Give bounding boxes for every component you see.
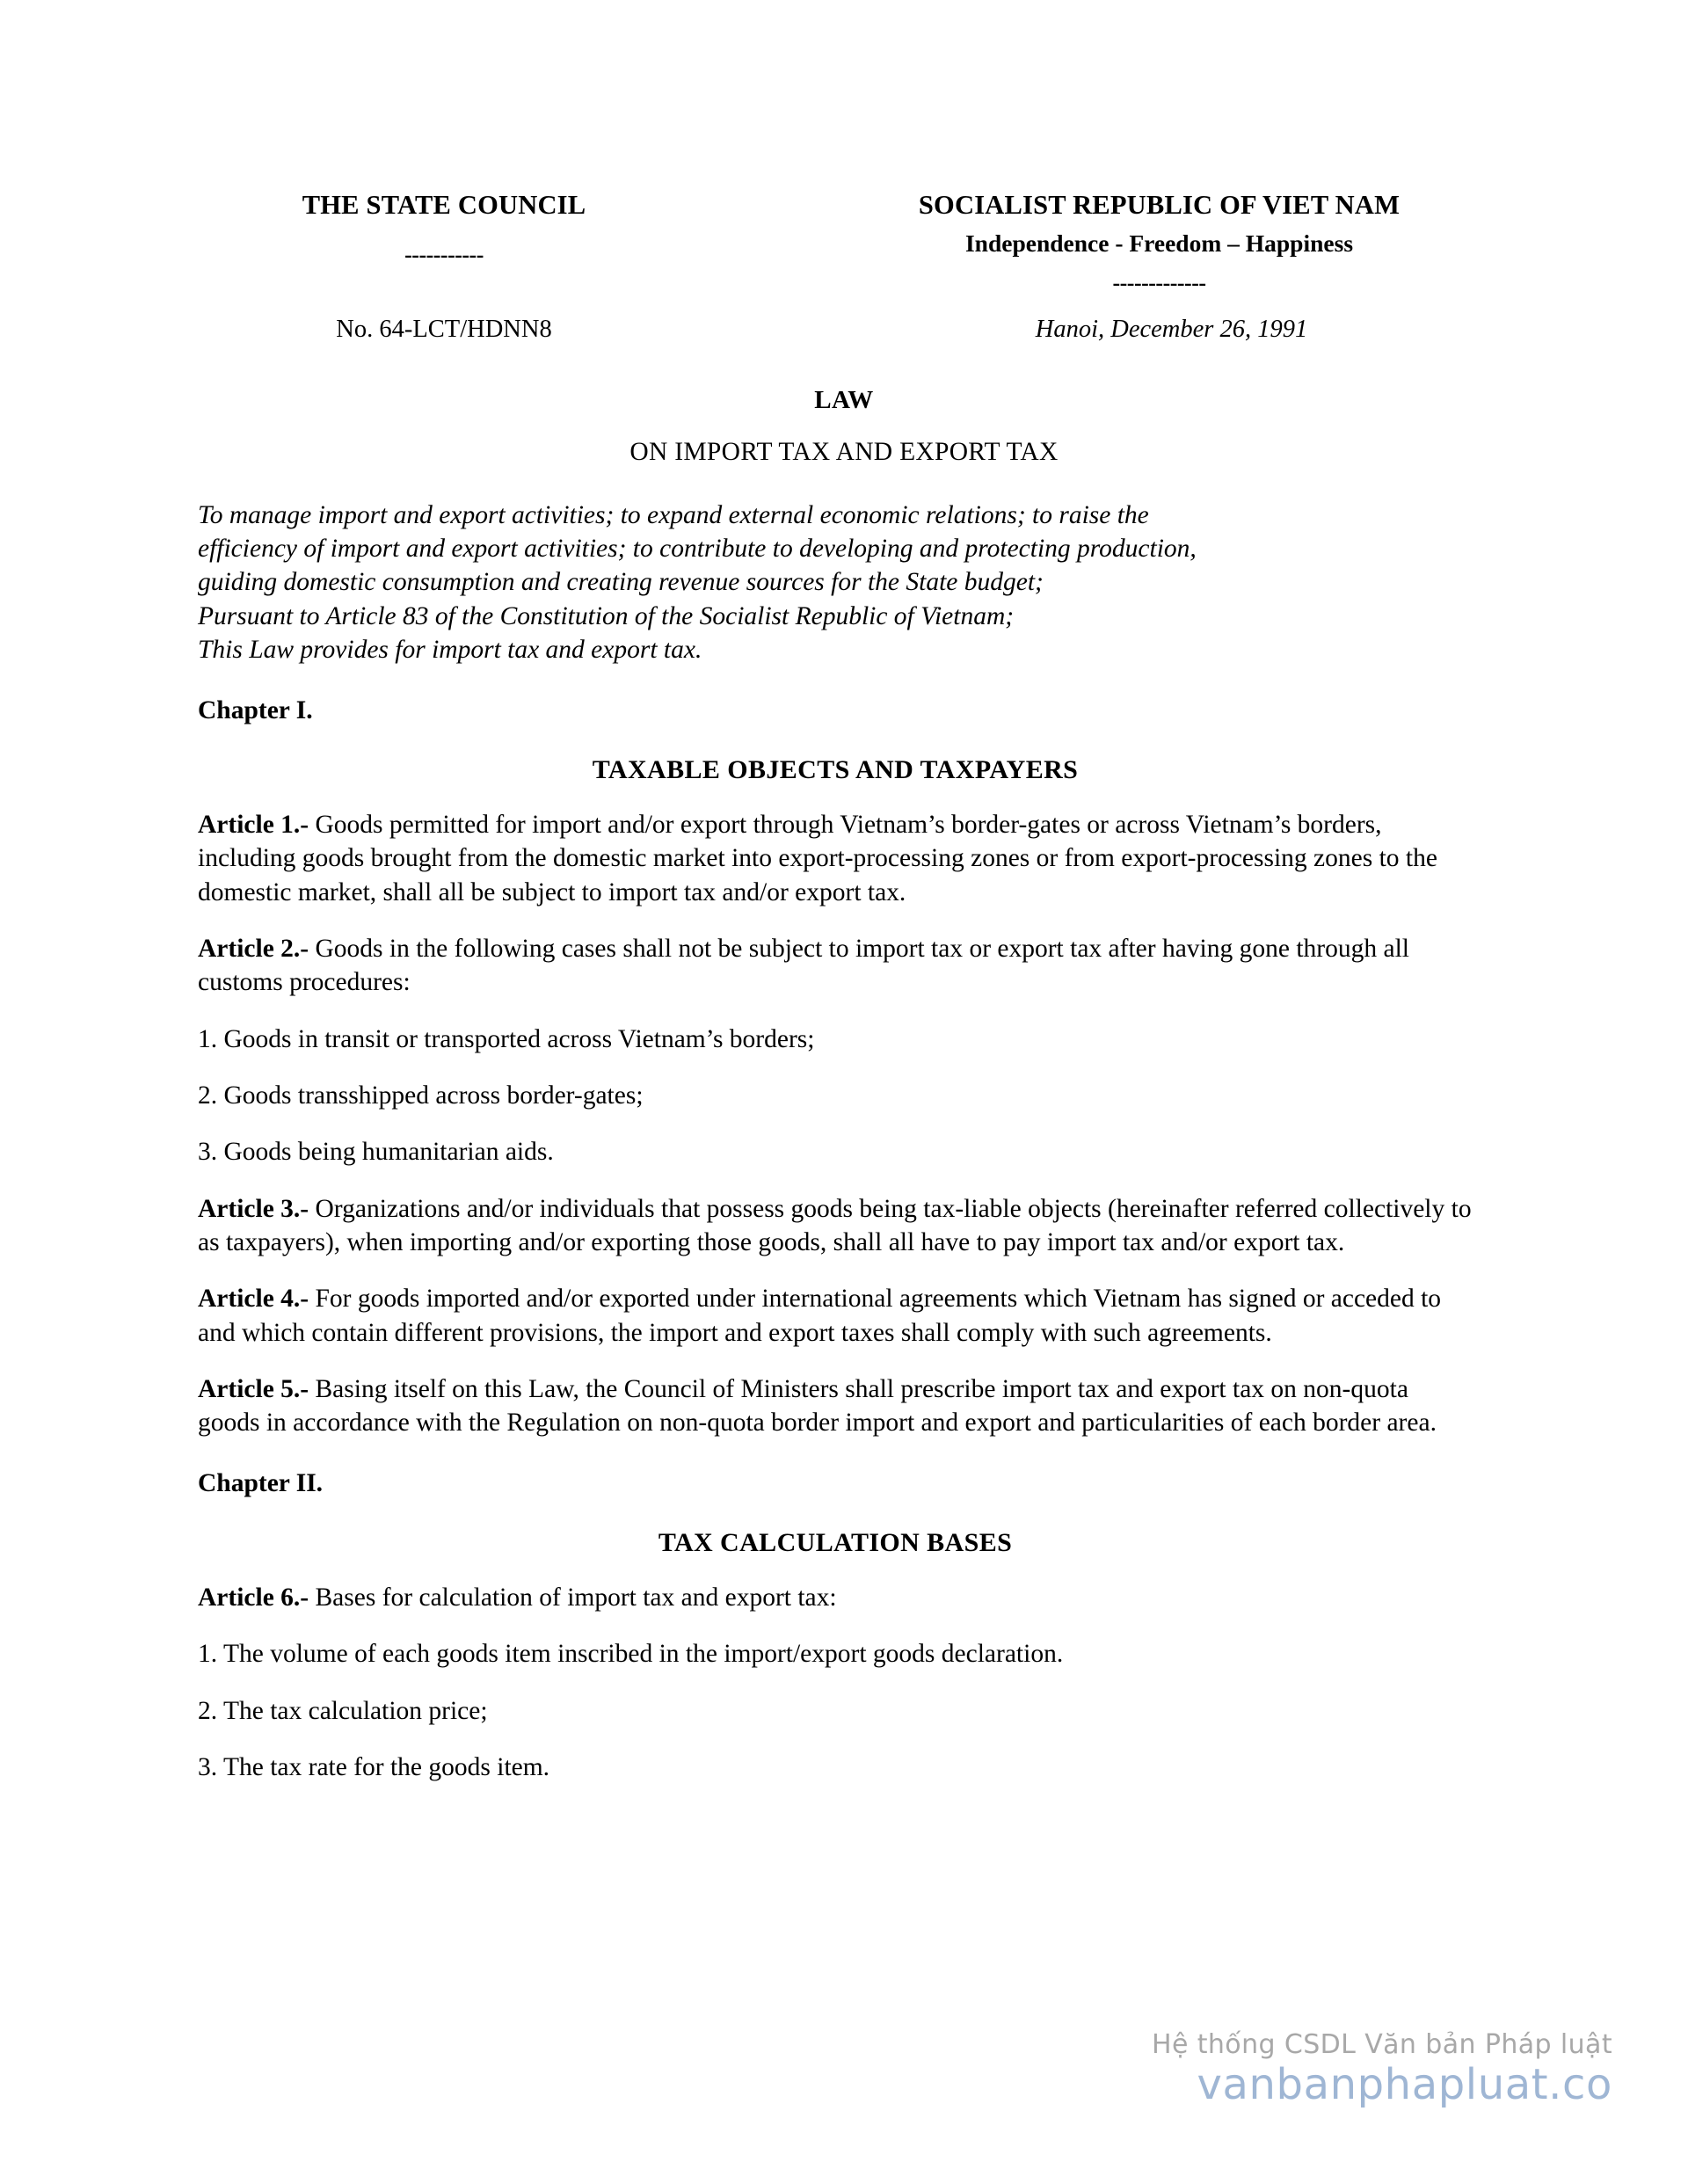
watermark-system-name: Hệ thống CSDL Văn bản Pháp luật [1151,2029,1612,2061]
header-right-rule: ------------- [1112,269,1206,295]
article-paragraph [198,932,1473,1000]
header-left-column [198,188,690,266]
list-item: 3. Goods being humanitarian aids. [198,1138,554,1167]
document-number: No. 64-LCT/HDNN8 [336,315,552,343]
place-and-date: Hanoi, December 26, 1991 [1035,315,1308,343]
article-text: For goods imported and/or exported under international agreements which Vietnam has signed or acceded to and which contain different provisions, the import and export taxes shall comply with such agreements. [198,1285,1442,1347]
article-marker: Article 2.- [198,934,309,963]
document-body [0,499,1688,1785]
list-item: 2. Goods transshipped across border-gates; [198,1081,644,1110]
article-paragraph [198,1372,1473,1440]
page-title: LAW [814,385,874,414]
article-text: Basing itself on this Law, the Council of Ministers shall prescribe import tax and export tax on non-quota goods in accordance with the Regulation on non-quota border import and export and particularities of each border area. [198,1374,1437,1438]
country-name: SOCIALIST REPUBLIC OF VIET NAM [918,190,1401,220]
header-left-rule: ----------- [404,242,484,268]
article-text: Organizations and/or individuals that possess goods being tax-liable objects (hereinafter referred collectively to as taxpayers), when importing and/or exporting those goods, shall all have to pay import tax and/or export tax. [198,1194,1472,1256]
article-text: Goods in the following cases shall not be subject to import tax or export tax after having gone through all customs procedures: [198,934,1409,997]
header-second-row [0,316,1688,344]
chapter-label: Chapter I. [198,695,313,724]
chapter-label: Chapter II. [198,1468,324,1497]
list-item: 3. The tax rate for the goods item. [198,1753,550,1782]
article-marker: Article 5.- [198,1374,309,1403]
article-marker: Article 1.- [198,810,309,839]
law-subject: ON IMPORT TAX AND EXPORT TAX [629,437,1059,466]
document-header [0,0,1688,295]
article-marker: Article 3.- [198,1194,309,1223]
preamble-line: This Law provides for import tax and export tax. [198,636,702,665]
header-right-column [690,188,1688,295]
list-item: 1. Goods in transit or transported across Vietnam’s borders; [198,1024,815,1053]
national-motto: Independence - Freedom – Happiness [964,229,1354,258]
watermark-domain: vanbanphapluat.co [1197,2060,1612,2110]
preamble-line: To manage import and export activities; to expand external economic relations; to raise the [198,500,1149,529]
preamble-line: guiding domestic consumption and creating revenue sources for the State budget; [198,568,1044,597]
preamble-line: Pursuant to Article 83 of the Constitution of the Socialist Republic of Vietnam; [198,601,1015,630]
article-paragraph [198,1192,1473,1260]
chapter-heading: TAX CALCULATION BASES [658,1528,1013,1557]
article-paragraph [198,808,1473,909]
list-item: 1. The volume of each goods item inscribed in the import/export goods declaration. [198,1640,1064,1669]
article-text: Bases for calculation of import tax and export tax: [309,1583,837,1612]
chapter-heading: TAXABLE OBJECTS AND TAXPAYERS [592,754,1079,784]
article-paragraph [198,1581,1473,1614]
article-text: Goods permitted for import and/or export through Vietnam’s border-gates or across Vietnam’s borders, including goods brought from the domestic market into export-processing zones or from export-processing zones to the domestic market, shall all be subject to import tax and/or export tax. [198,810,1437,906]
list-item: 2. The tax calculation price; [198,1696,488,1725]
issuing-body: THE STATE COUNCIL [302,190,586,220]
article-marker: Article 4.- [198,1285,309,1314]
document-title-block [0,386,1688,467]
article-marker: Article 6.- [198,1583,309,1612]
watermark [1152,2029,1612,2108]
preamble-line: efficiency of import and export activities; to contribute to developing and protecting production, [198,535,1197,564]
preamble [198,499,1473,667]
article-paragraph [198,1282,1473,1350]
